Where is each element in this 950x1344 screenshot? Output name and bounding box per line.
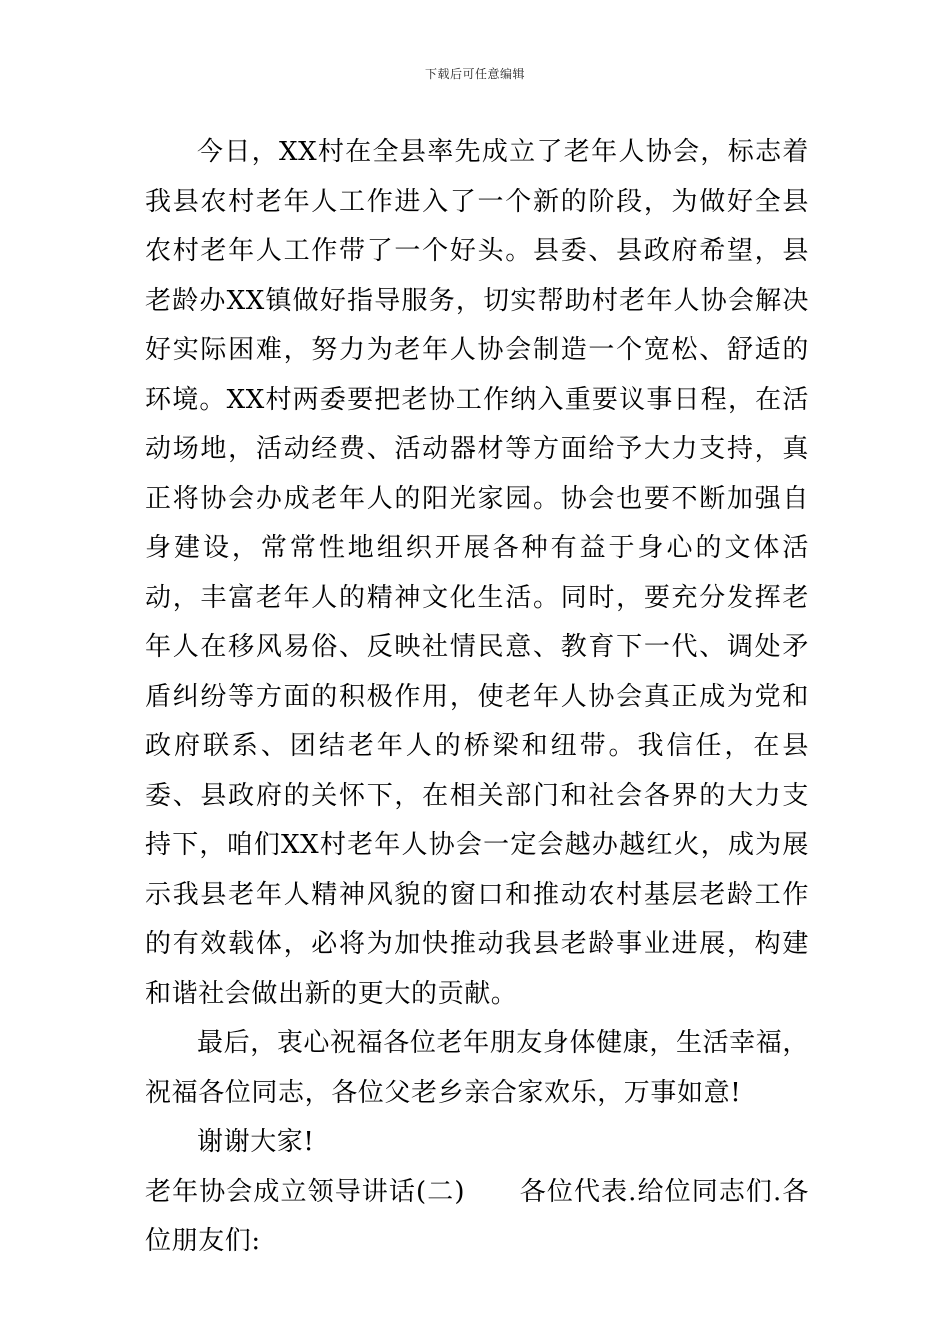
page-header: 下载后可任意编辑 <box>424 67 525 81</box>
paragraph-second-speech-title: 老年协会成立领导讲话(二) 各位代表.给位同志们.各位朋友们: <box>145 1176 809 1256</box>
paragraph-thanks: 谢谢大家! <box>197 1127 315 1157</box>
document-body <box>145 128 809 1267</box>
paragraph-closing-wishes: 最后，衷心祝福各位老年朋友身体健康，生活幸福，祝福各位同志，各位父老乡亲合家欢乐，万事如意! <box>145 1028 809 1108</box>
paragraph-main-speech: 今日，XX村在全县率先成立了老年人协会，标志着我县农村老年人工作进入了一个新的阶段，为做好全县农村老年人工作带了一个好头。县委、县政府希望，县老龄办XX镇做好指导服务，切实帮助村老年人协会解决好实际困难，努力为老年人协会制造一个宽松、舒适的环境。XX村两委要把老协工作纳入重要议事日程，在活动场地，活动经费、活动器材等方面给予大力支持，真正将协会办成老年人的阳光家园。协会也要不断加强自身建设，常常性地组织开展各种有益于身心的文体活动，丰富老年人的精神文化生活。同时，要充分发挥老年人在移风易俗、反映社情民意、教育下一代、调处矛盾纠纷等方面的积极作用，使老年人协会真正成为党和政府联系、团结老年人的桥梁和纽带。我信任，在县委、县政府的关怀下，在相关部门和社会各界的大力支持下，咱们XX村老年人协会一定会越办越红火，成为展示我县老年人精神风貌的窗口和推动农村基层老龄工作的有效载体，必将为加快推动我县老龄事业进展，构建和谐社会做出新的更大的贡献。 <box>145 137 809 1009</box>
